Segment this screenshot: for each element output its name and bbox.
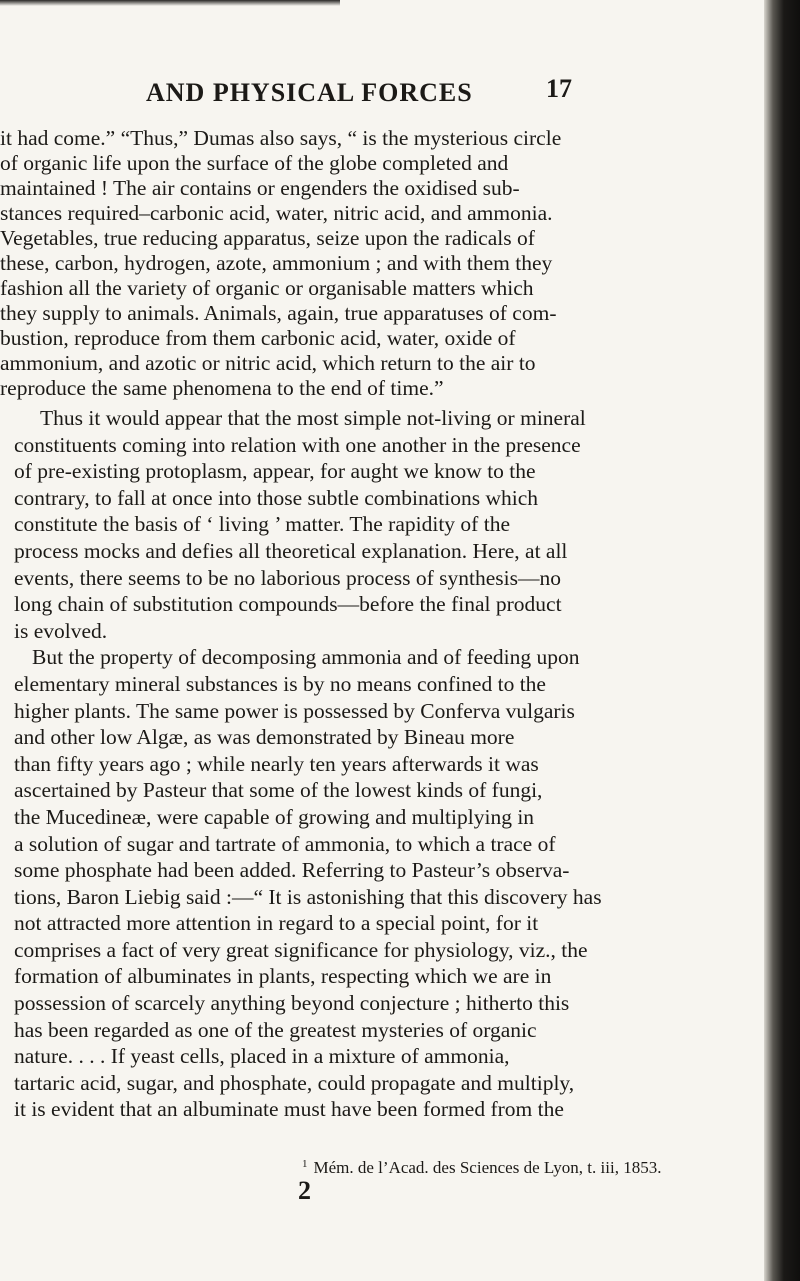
page-header <box>146 74 586 114</box>
text-line: has been regarded as one of the greatest mysteries of organic <box>14 1017 537 1042</box>
text-line: a solution of sugar and tartrate of ammonia, to which a trace of <box>14 831 556 856</box>
text-line: some phosphate had been added. Referring to Pasteur’s observa- <box>14 858 570 883</box>
quotation-paragraph <box>0 126 780 401</box>
text-line: contrary, to fall at once into those subtle combinations which <box>14 485 539 510</box>
text-line: comprises a fact of very great significance for physiology, viz., the <box>14 937 588 962</box>
text-line: But the property of decomposing ammonia and of feeding upon <box>32 645 580 670</box>
text-line: possession of scarcely anything beyond conjecture ; hitherto this <box>14 991 570 1016</box>
text-line: nature. . . . If yeast cells, placed in a mixture of ammonia, <box>14 1044 510 1069</box>
text-line: it had come.” “Thus,” Dumas also says, “ is the mysterious circle <box>0 126 562 150</box>
text-line: and other low Algæ, as was demonstrated by Bineau more <box>14 725 515 750</box>
text-line: constituents coming into relation with one another in the presence <box>14 432 581 457</box>
footnote-mark: 1 <box>302 1158 308 1170</box>
text-line: of pre-existing protoplasm, appear, for aught we know to the <box>14 459 536 484</box>
text-line: Vegetables, true reducing apparatus, seize upon the radicals of <box>0 226 535 250</box>
text-line: ammonium, and azotic or nitric acid, which return to the air to <box>0 351 536 375</box>
footnote-text: Mém. de l’Acad. des Sciences de Lyon, t. iii, 1853. <box>313 1158 662 1177</box>
text-line: is evolved. <box>14 618 108 643</box>
text-line: stances required–carbonic acid, water, nitric acid, and ammonia. <box>0 201 553 225</box>
page-number: 17 <box>546 74 572 103</box>
text-line-with-footnote <box>14 751 780 778</box>
text-line: elementary mineral substances is by no means confined to the <box>14 671 546 696</box>
text-line: fashion all the variety of organic or organisable matters which <box>0 276 534 300</box>
body-paragraphs <box>14 405 780 1123</box>
text-line: maintained ! The air contains or engenders the oxidised sub- <box>0 176 520 200</box>
signature-mark: 2 <box>298 1176 311 1205</box>
page-shadow <box>0 0 340 6</box>
text-line: long chain of substitution compounds—before the final product <box>14 592 562 617</box>
text-line: higher plants. The same power is possessed by Conferva vulgaris <box>14 698 575 723</box>
text-line: tartaric acid, sugar, and phosphate, could propagate and multiply, <box>14 1070 575 1095</box>
text-line: events, there seems to be no laborious process of synthesis—no <box>14 565 561 590</box>
text-line: not attracted more attention in regard to a special point, for it <box>14 911 539 936</box>
text-line: process mocks and defies all theoretical explanation. Here, at all <box>14 538 568 563</box>
text-line: the Mucedineæ, were capable of growing and multiplying in <box>14 804 535 829</box>
text-segment: than fifty years ago ; while nearly ten years afterwards it was <box>14 751 539 776</box>
text-line: formation of albuminates in plants, respecting which we are in <box>14 964 552 989</box>
text-line: ascertained by Pasteur that some of the lowest kinds of fungi, <box>14 778 543 803</box>
text-line: constitute the basis of ‘ living ’ matter. The rapidity of the <box>14 512 510 537</box>
text-line: reproduce the same phenomena to the end of time.” <box>0 376 444 400</box>
running-head: AND PHYSICAL FORCES <box>146 78 473 107</box>
text-line: bustion, reproduce from them carbonic acid, water, oxide of <box>0 326 516 350</box>
text-line: Thus it would appear that the most simple not-living or mineral <box>40 406 586 430</box>
text-line: they supply to animals. Animals, again, true apparatuses of com- <box>0 301 557 325</box>
text-line: these, carbon, hydrogen, azote, ammonium ; and with them they <box>0 251 553 275</box>
text-line: it is evident that an albuminate must have been formed from the <box>14 1097 564 1122</box>
text-line: of organic life upon the surface of the globe completed and <box>0 151 509 175</box>
footnote <box>302 1158 661 1178</box>
text-line: tions, Baron Liebig said :—“ It is astonishing that this discovery has <box>14 884 602 909</box>
